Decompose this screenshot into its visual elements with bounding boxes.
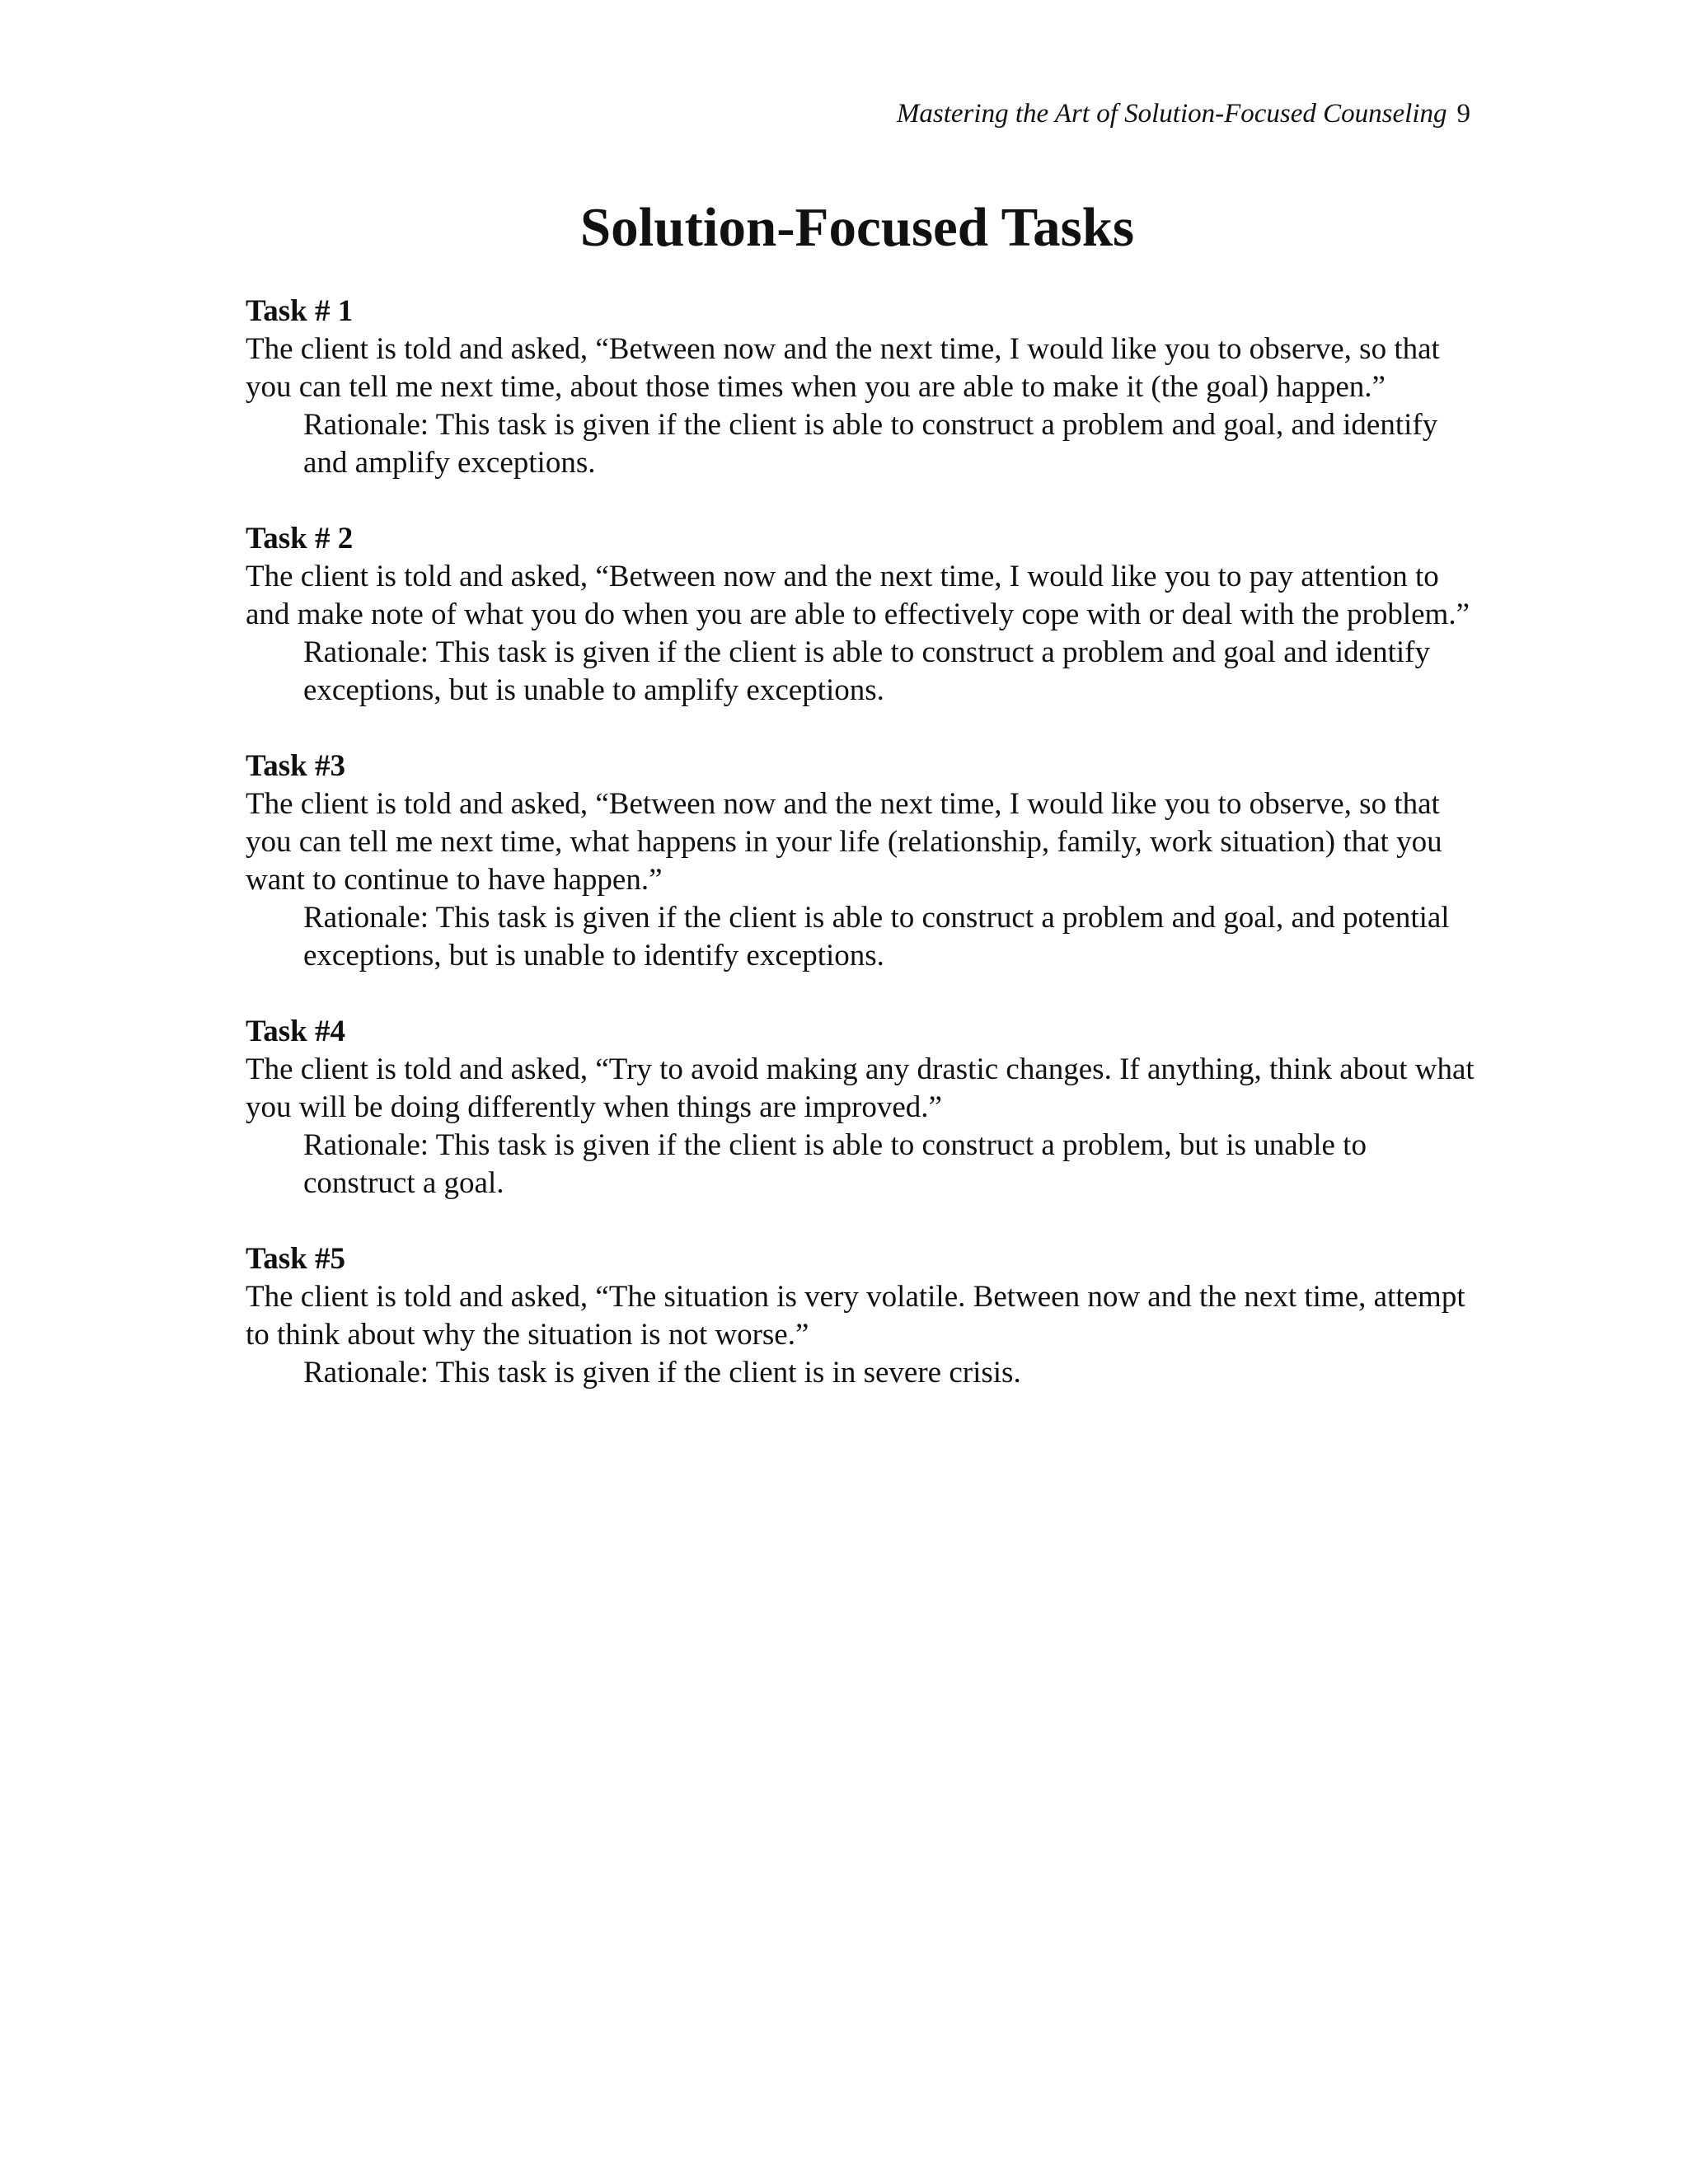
task-4 <box>246 1013 1482 1202</box>
task-1 <box>246 293 1482 482</box>
task-2 <box>246 520 1482 710</box>
task-3 <box>246 748 1482 975</box>
page-title: Solution-Focused Tasks <box>579 197 1135 258</box>
task-5 <box>246 1240 1482 1392</box>
task-rationale: Rationale: This task is given if the client is able to construct a problem and goal, and potential exceptions, but is unable to identify exceptions. <box>303 901 1450 972</box>
running-header <box>897 97 1470 130</box>
task-list <box>246 293 1482 1430</box>
task-instruction: The client is told and asked, “The situation is very volatile. Between now and the next time, attempt to think about why the situation is not worse.” <box>246 1280 1465 1352</box>
task-rationale: Rationale: This task is given if the client is able to construct a problem and goal, and identify and amplify exceptions. <box>303 408 1438 480</box>
task-rationale: Rationale: This task is given if the client is in severe crisis. <box>303 1356 1021 1390</box>
task-heading: Task # 1 <box>246 294 354 328</box>
task-heading: Task # 2 <box>246 522 354 555</box>
task-rationale: Rationale: This task is given if the client is able to construct a problem and goal and identify exceptions, but is unable to amplify exceptions. <box>303 635 1430 707</box>
task-instruction: The client is told and asked, “Between now and the next time, I would like you to observe, so that you can tell me next time, what happens in your life (relationship, family, work situation) that you want to continue to have happen.” <box>246 787 1442 897</box>
task-instruction: The client is told and asked, “Between now and the next time, I would like you to observe, so that you can tell me next time, about those times when you are able to make it (the goal) happen.” <box>246 332 1440 404</box>
page-number: 9 <box>1456 99 1470 129</box>
task-instruction: The client is told and asked, “Try to avoid making any drastic changes. If anything, think about what you will be doing differently when things are improved.” <box>246 1052 1475 1124</box>
task-heading: Task #3 <box>246 749 346 783</box>
task-instruction: The client is told and asked, “Between now and the next time, I would like you to pay attention to and make note of what you do when you are able to effectively cope with or deal with the problem.” <box>246 560 1470 631</box>
task-heading: Task #5 <box>246 1242 346 1276</box>
task-heading: Task #4 <box>246 1015 346 1048</box>
running-header-title: Mastering the Art of Solution-Focused Counseling <box>896 99 1447 129</box>
task-rationale: Rationale: This task is given if the client is able to construct a problem, but is unable to construct a goal. <box>303 1128 1367 1200</box>
